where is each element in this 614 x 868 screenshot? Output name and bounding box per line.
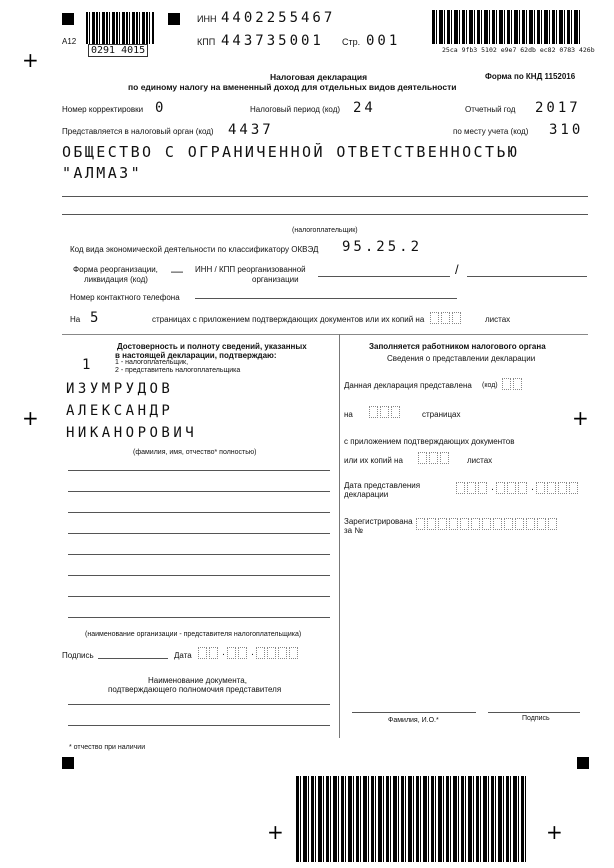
- cell[interactable]: [430, 312, 439, 324]
- date-label-left: Дата: [174, 651, 192, 660]
- page-value: 001: [366, 33, 401, 49]
- signer-option-1: 1 - налогоплательщик,: [115, 359, 189, 366]
- cell[interactable]: [452, 312, 461, 324]
- signer-name[interactable]: АЛЕКСАНДР: [66, 403, 174, 419]
- bottom-2d-barcode: [296, 776, 526, 862]
- org-line-4: [68, 533, 330, 534]
- qr-code: [432, 10, 580, 44]
- column-divider: [339, 334, 340, 738]
- signature-line[interactable]: [98, 658, 168, 659]
- inn-label: ИНН: [197, 14, 217, 24]
- signer-code[interactable]: 1: [82, 357, 94, 373]
- cell[interactable]: [502, 378, 511, 390]
- cell[interactable]: [467, 482, 476, 494]
- right-subheading: Сведения о представлении декларации: [387, 354, 536, 363]
- cell[interactable]: [518, 482, 527, 494]
- crosshair-mark-bottom-left: +: [267, 820, 284, 844]
- org-line-5: [68, 554, 330, 555]
- copies-cells[interactable]: [418, 452, 451, 464]
- org-line-6: [68, 575, 330, 576]
- copies-label: или их копий на: [344, 456, 403, 465]
- date-label-right-1: Дата представления: [344, 481, 421, 490]
- doc-line-2: [68, 725, 330, 726]
- pages-label-right: страницах: [422, 410, 461, 419]
- right-heading: Заполняется работником налогового органа: [369, 342, 546, 351]
- cell[interactable]: [209, 647, 218, 659]
- kpp-label: КПП: [197, 37, 216, 47]
- date-cells-left[interactable]: [198, 647, 300, 659]
- cell[interactable]: [380, 406, 389, 418]
- kpp-value: 443735001: [221, 33, 324, 49]
- cell[interactable]: [478, 482, 487, 494]
- title-line1: Налоговая декларация: [270, 72, 368, 82]
- reorg-form-label-2: ликвидация (код): [84, 275, 148, 284]
- signer-patronymic[interactable]: НИКАНОРОВИЧ: [66, 425, 198, 441]
- cell[interactable]: [441, 312, 450, 324]
- cell[interactable]: [238, 647, 247, 659]
- officer-name-line[interactable]: [352, 712, 476, 713]
- authority-label: Представляется в налоговый орган (код): [62, 127, 214, 136]
- reorg-kpp-line: [467, 276, 587, 277]
- cell[interactable]: [526, 518, 535, 530]
- cell[interactable]: [369, 406, 378, 418]
- cell[interactable]: [536, 482, 545, 494]
- cell[interactable]: [289, 647, 298, 659]
- year-label: Отчетный год: [465, 105, 516, 114]
- signer-option-2: 2 - представитель налогоплательщика: [115, 367, 241, 374]
- org-caption: (наименование организации - представителя налогоплательщика): [85, 631, 302, 638]
- reorg-inn-line: [318, 276, 450, 277]
- pages-text: страницах с приложением подтверждающих документов или их копий на: [152, 315, 425, 324]
- page-label: Стр.: [342, 37, 361, 47]
- org-line-8: [68, 617, 330, 618]
- qr-code-text: 25ca 9fb3 5102 e9e7 62db ec82 0783 426b: [442, 46, 595, 54]
- title-line2: по единому налогу на вмененный доход для отдельных видов деятельности: [128, 82, 457, 92]
- left-heading-1: Достоверность и полноту сведений, указанных: [117, 342, 307, 351]
- cell[interactable]: [569, 482, 578, 494]
- date-dot: .: [491, 482, 494, 493]
- date-dot: .: [222, 647, 225, 658]
- location-value[interactable]: 310: [549, 122, 584, 138]
- sheets-label: листах: [485, 315, 511, 324]
- attached-label: с приложением подтверждающих документов: [344, 437, 515, 446]
- cell[interactable]: [471, 518, 480, 530]
- taxpayer-line-1: [62, 196, 588, 197]
- cell[interactable]: [198, 647, 207, 659]
- registered-label-2: за №: [344, 526, 363, 535]
- form-knd: Форма по КНД 1152016: [485, 72, 576, 81]
- cell[interactable]: [438, 518, 447, 530]
- cell[interactable]: [482, 518, 491, 530]
- okved-label: Код вида экономической деятельности по классификатору ОКВЭД: [70, 245, 319, 254]
- doc-caption-2: подтверждающего полномочия представителя: [108, 685, 282, 694]
- cell[interactable]: [227, 647, 236, 659]
- registered-label-1: Зарегистрирована: [344, 517, 413, 526]
- period-label: Налоговый период (код): [250, 105, 341, 114]
- cell[interactable]: [256, 647, 265, 659]
- phone-label: Номер контактного телефона: [70, 293, 180, 302]
- linear-barcode: [86, 12, 154, 44]
- org-line-7: [68, 596, 330, 597]
- pages-prefix: На: [70, 315, 81, 324]
- cell[interactable]: [493, 518, 502, 530]
- phone-line[interactable]: [195, 298, 457, 299]
- location-label: по месту учета (код): [453, 127, 529, 136]
- crosshair-mark-bottom-right: +: [546, 820, 563, 844]
- left-heading-2: в настоящей декларации, подтверждаю:: [115, 351, 277, 360]
- crosshair-mark-left-mid: +: [22, 406, 39, 430]
- date-cells-right[interactable]: [456, 482, 580, 494]
- submitted-code-label: (код): [482, 382, 498, 389]
- date-dot: .: [531, 482, 534, 493]
- cell[interactable]: [507, 482, 516, 494]
- pages-value[interactable]: 5: [90, 310, 102, 326]
- cell[interactable]: [548, 518, 557, 530]
- cell[interactable]: [416, 518, 425, 530]
- cell[interactable]: [496, 482, 505, 494]
- corner-marker-top-left: [62, 13, 74, 25]
- signer-surname[interactable]: ИЗУМРУДОВ: [66, 381, 174, 397]
- reorg-inn-label-1: ИНН / КПП реорганизованной: [195, 265, 306, 274]
- year-value[interactable]: 2017: [535, 100, 581, 116]
- section-divider: [62, 334, 588, 335]
- corner-marker-bottom-left: [62, 757, 74, 769]
- org-line-3: [68, 512, 330, 513]
- crosshair-mark-left-top: +: [22, 48, 39, 72]
- officer-sign-line[interactable]: [488, 712, 580, 713]
- cell[interactable]: [558, 482, 567, 494]
- correction-value[interactable]: 0: [155, 100, 167, 116]
- corner-marker-bottom-right: [577, 757, 589, 769]
- form-code: A12: [62, 37, 77, 46]
- cell[interactable]: [440, 452, 449, 464]
- submitted-cells[interactable]: [502, 378, 524, 390]
- cell[interactable]: [537, 518, 546, 530]
- cell[interactable]: [427, 518, 436, 530]
- doc-caption-1: Наименование документа,: [148, 676, 247, 685]
- footnote: * отчество при наличии: [69, 744, 146, 751]
- cell[interactable]: [418, 452, 427, 464]
- reorg-inn-label-2: организации: [252, 275, 299, 284]
- okved-value[interactable]: 95.25.2: [342, 239, 423, 255]
- inn-value: 4402255467: [221, 10, 336, 26]
- org-line-2: [68, 491, 330, 492]
- sheets-cells[interactable]: [430, 312, 463, 324]
- registration-cells[interactable]: [416, 518, 559, 530]
- taxpayer-line-2: [62, 214, 588, 215]
- reorg-form-value[interactable]: —: [171, 264, 183, 278]
- cell[interactable]: [391, 406, 400, 418]
- on-label: на: [344, 410, 353, 419]
- cell[interactable]: [547, 482, 556, 494]
- submitted-label: Данная декларация представлена: [344, 381, 472, 390]
- officer-fio-caption: Фамилия, И.О.*: [388, 717, 439, 724]
- taxpayer-caption: (налогоплательщик): [292, 227, 358, 234]
- pages-cells-right[interactable]: [369, 406, 402, 418]
- barcode-number: 0291 4015: [88, 44, 148, 57]
- reorg-separator: /: [455, 262, 459, 277]
- reorg-form-label-1: Форма реорганизации,: [73, 265, 158, 274]
- doc-line-1: [68, 704, 330, 705]
- cell[interactable]: [449, 518, 458, 530]
- cell[interactable]: [456, 482, 465, 494]
- officer-sign-caption: Подпись: [522, 715, 550, 722]
- taxpayer-name-line1[interactable]: ОБЩЕСТВО С ОГРАНИЧЕННОЙ ОТВЕТСТВЕННОСТЬЮ: [62, 143, 520, 161]
- cell[interactable]: [513, 378, 522, 390]
- cell[interactable]: [429, 452, 438, 464]
- cell[interactable]: [460, 518, 469, 530]
- date-dot: .: [251, 647, 254, 658]
- cell[interactable]: [504, 518, 513, 530]
- authority-value[interactable]: 4437: [228, 122, 274, 138]
- cell[interactable]: [267, 647, 276, 659]
- correction-label: Номер корректировки: [62, 105, 144, 114]
- org-line-1: [68, 470, 330, 471]
- cell[interactable]: [515, 518, 524, 530]
- corner-marker-top-mid: [168, 13, 180, 25]
- taxpayer-name-line2[interactable]: "АЛМАЗ": [62, 164, 143, 182]
- sheets-label-right: листах: [467, 456, 493, 465]
- cell[interactable]: [278, 647, 287, 659]
- fio-caption: (фамилия, имя, отчество* полностью): [133, 449, 257, 456]
- period-value[interactable]: 24: [353, 100, 376, 116]
- signature-label: Подпись: [62, 651, 94, 660]
- date-label-right-2: декларации: [344, 490, 389, 499]
- crosshair-mark-right-mid: +: [572, 406, 589, 430]
